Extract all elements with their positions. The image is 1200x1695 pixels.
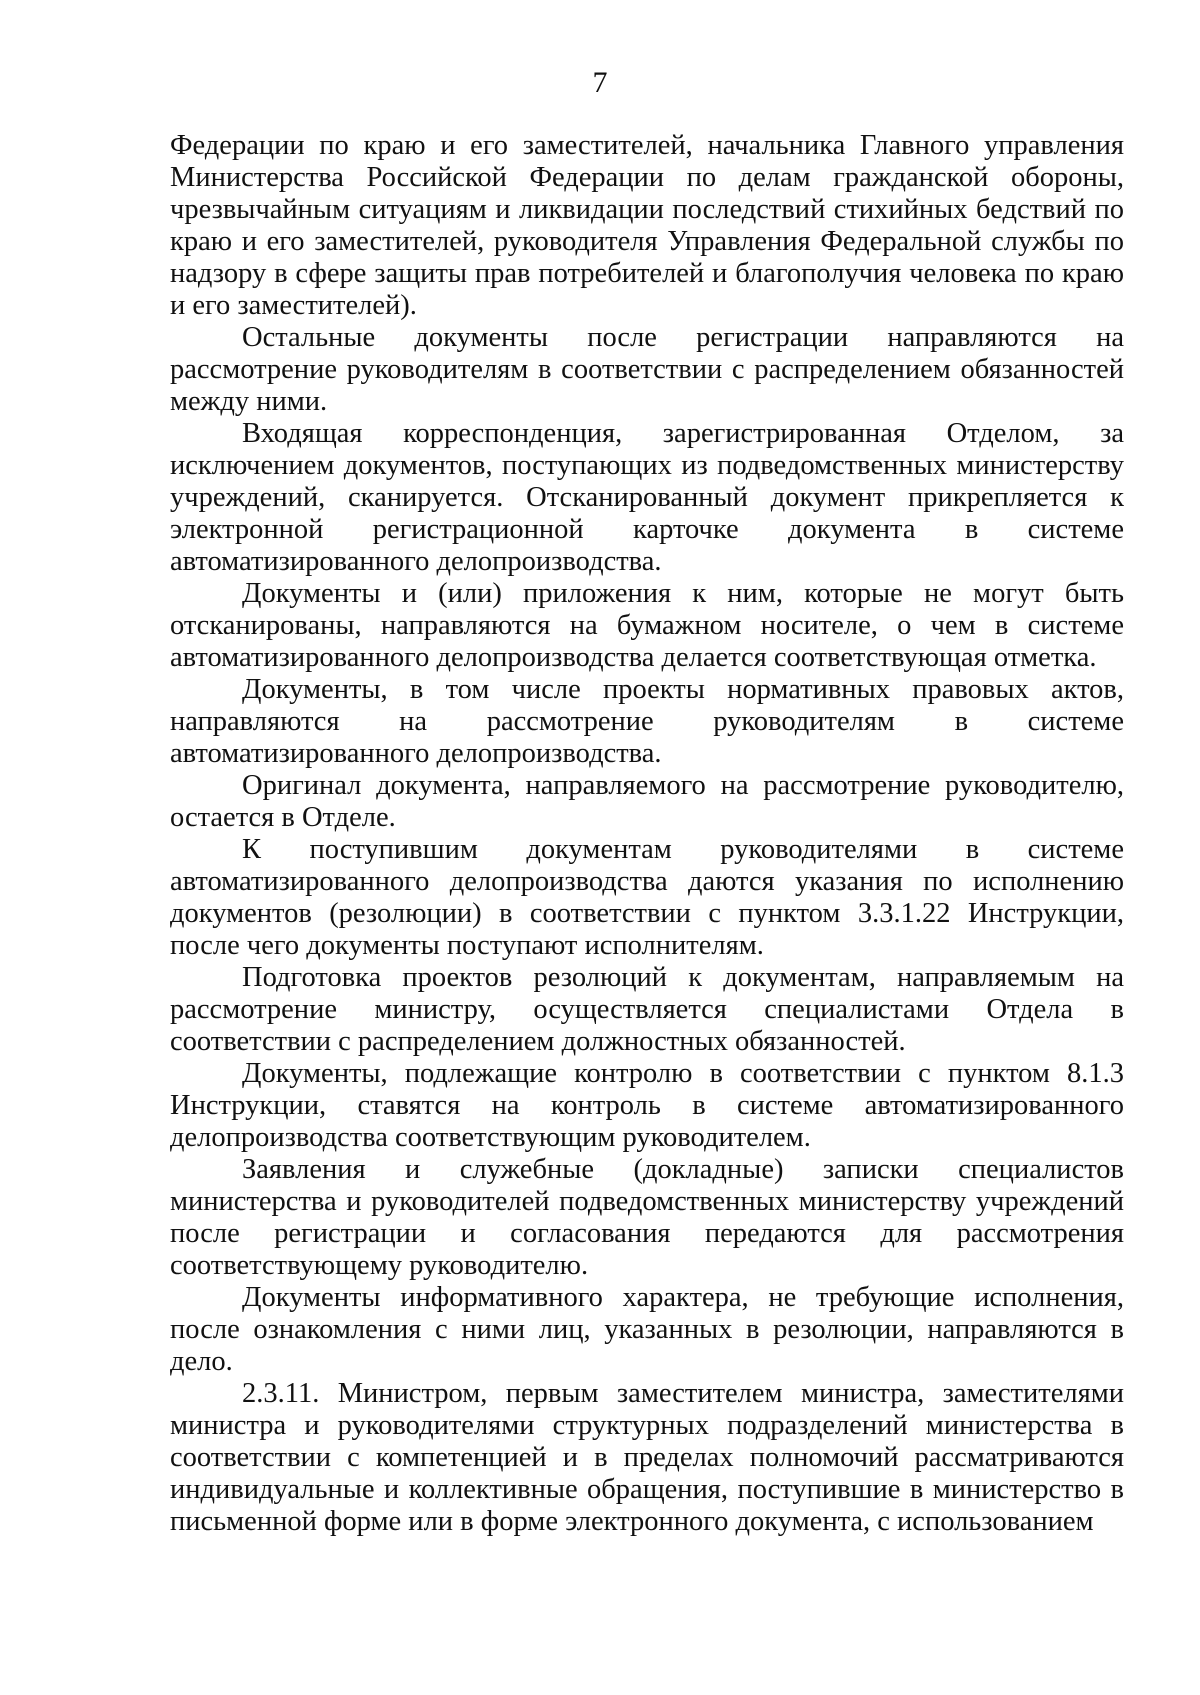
paragraph: Подготовка проектов резолюций к документам, направляемым на рассмотрение министру, осуществляется специалистами Отдела в соответствии с распределением должностных обязанностей. — [170, 962, 1124, 1057]
paragraph: Документы и (или) приложения к ним, которые не могут быть отсканированы, направляются на бумажном носителе, о чем в системе автоматизированного делопроизводства делается соответствующая отметка. — [170, 578, 1124, 673]
paragraph: 2.3.11. Министром, первым заместителем министра, заместителями министра и руководителями структурных подразделений министерства в соответствии с компетенцией и в пределах полномочий рассматриваются индивидуальные и коллективные обращения, поступившие в министерство в письменной форме или в форме электронного документа, с использованием — [170, 1378, 1124, 1537]
paragraph: Документы информативного характера, не требующие исполнения, после ознакомления с ними лиц, указанных в резолюции, направляются в дело. — [170, 1282, 1124, 1377]
paragraph: К поступившим документам руководителями в системе автоматизированного делопроизводства даются указания по исполнению документов (резолюции) в соответствии с пунктом 3.3.1.22 Инструкции, после чего документы поступают исполнителям. — [170, 834, 1124, 961]
document-body — [170, 130, 1124, 1538]
page-number: 7 — [592, 66, 608, 99]
paragraph: Остальные документы после регистрации направляются на рассмотрение руководителям в соответствии с распределением обязанностей между ними. — [170, 322, 1124, 417]
paragraph: Заявления и служебные (докладные) записки специалистов министерства и руководителей подведомственных министерству учреждений после регистрации и согласования передаются для рассмотрения соответствующему руководителю. — [170, 1154, 1124, 1281]
paragraph: Федерации по краю и его заместителей, начальника Главного управления Министерства Российской Федерации по делам гражданской обороны, чрезвычайным ситуациям и ликвидации последствий стихийных бедствий по краю и его заместителей, руководителя Управления Федеральной службы по надзору в сфере защиты прав потребителей и благополучия человека по краю и его заместителей). — [170, 130, 1124, 321]
paragraph: Документы, подлежащие контролю в соответствии с пунктом 8.1.3 Инструкции, ставятся на контроль в системе автоматизированного делопроизводства соответствующим руководителем. — [170, 1058, 1124, 1153]
paragraph: Документы, в том числе проекты нормативных правовых актов, направляются на рассмотрение руководителям в системе автоматизированного делопроизводства. — [170, 674, 1124, 769]
paragraph: Входящая корреспонденция, зарегистрированная Отделом, за исключением документов, поступающих из подведомственных министерству учреждений, сканируется. Отсканированный документ прикрепляется к электронной регистрационной карточке документа в системе автоматизированного делопроизводства. — [170, 418, 1124, 577]
paragraph: Оригинал документа, направляемого на рассмотрение руководителю, остается в Отделе. — [170, 770, 1124, 833]
